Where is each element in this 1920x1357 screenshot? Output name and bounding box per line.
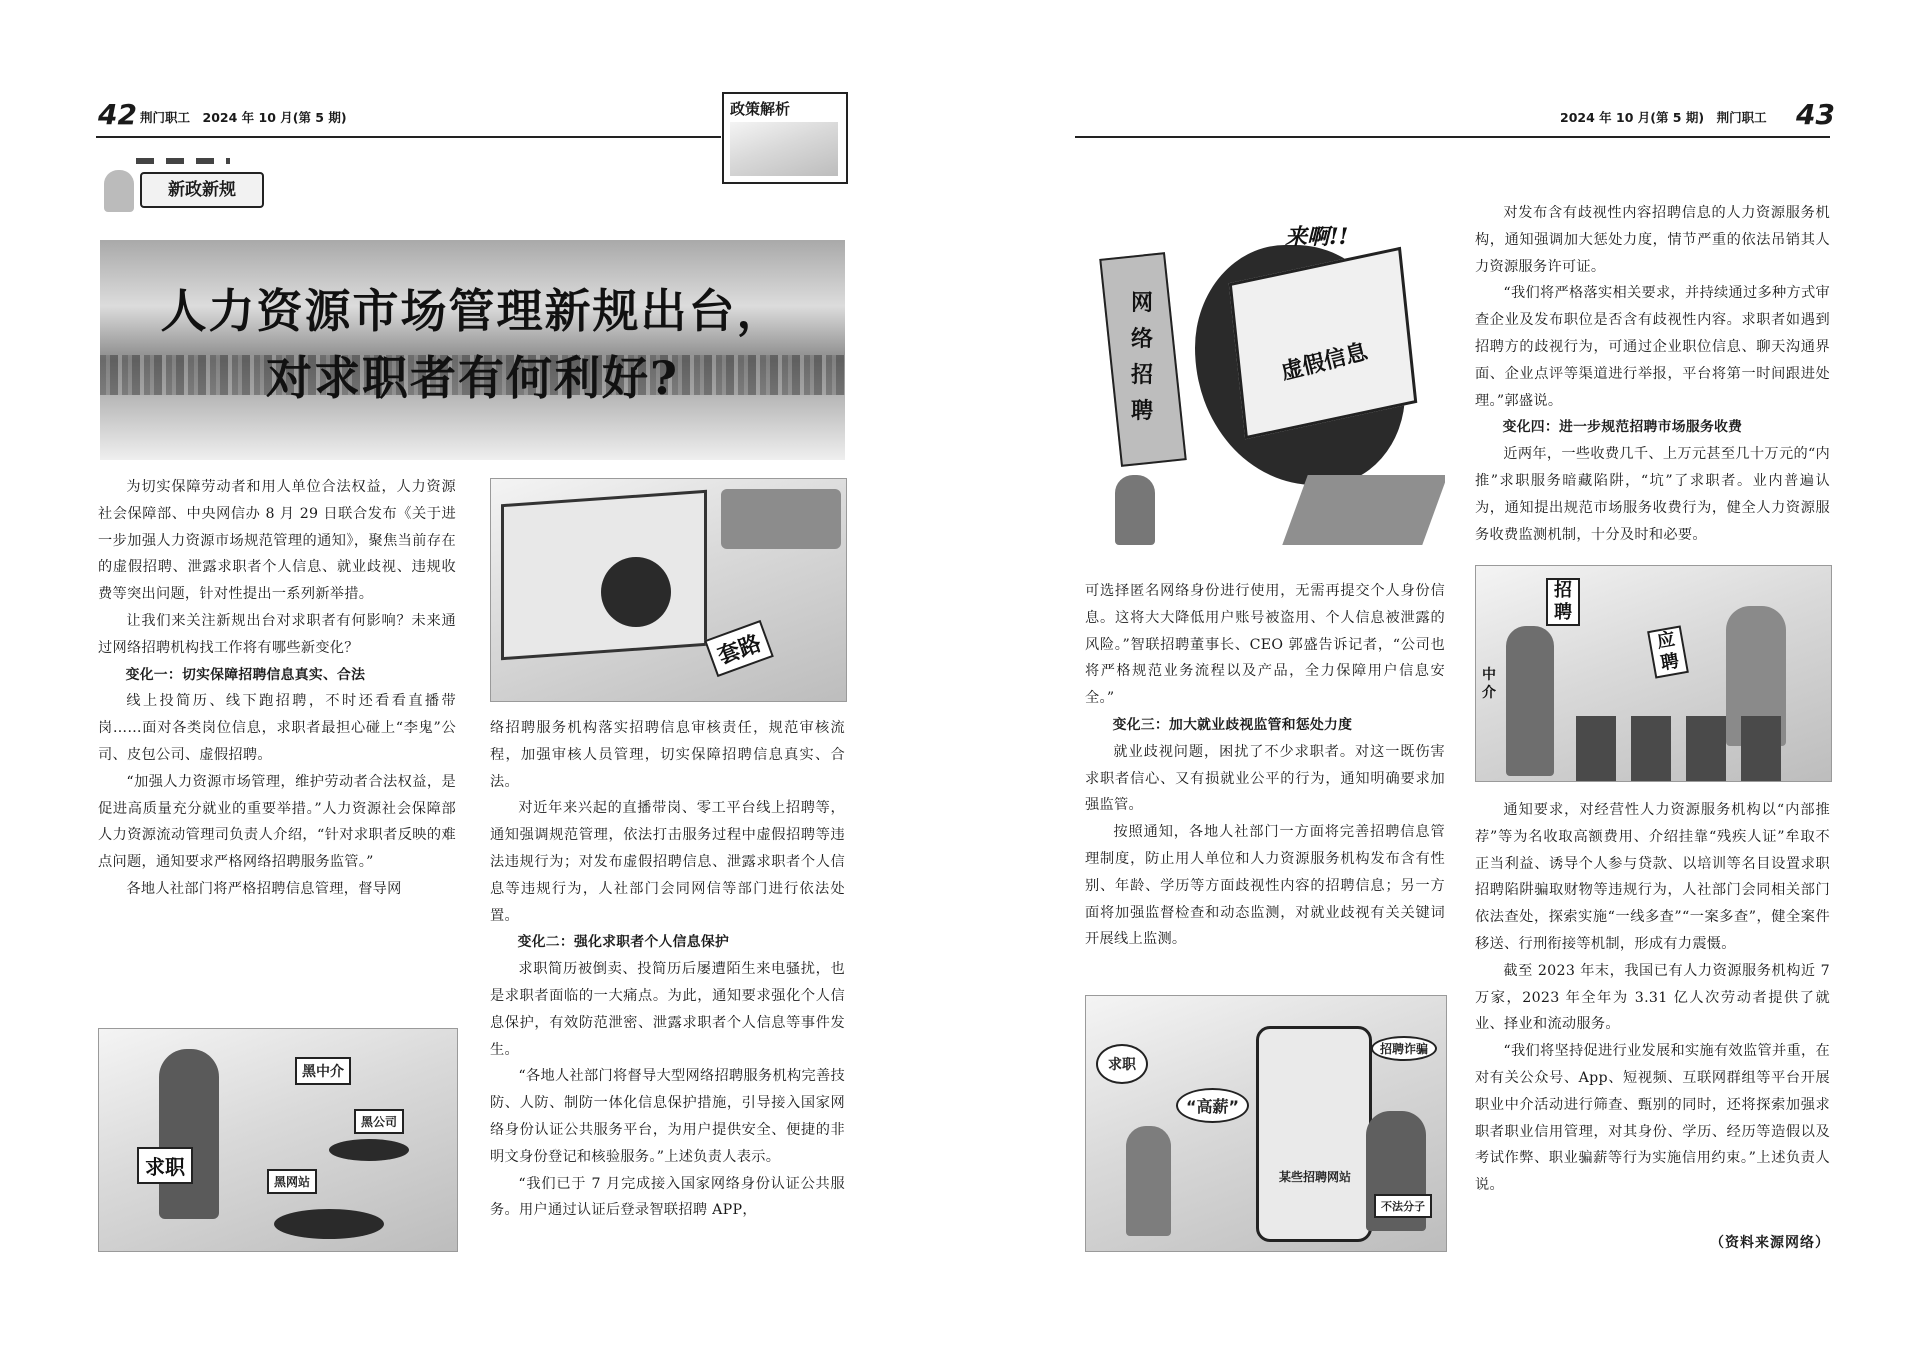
agent-figure [1506, 626, 1554, 776]
job-seeker-figure [1126, 1126, 1171, 1236]
badge-decoration [136, 158, 230, 164]
column-4-bottom [1475, 797, 1830, 1199]
illustration-fraud-arrest [490, 478, 847, 702]
page-number-left: 42 [98, 98, 137, 131]
paragraph: “加强人力资源市场管理，维护劳动者合法权益，是促进高质量充分就业的重要举措。”人力资源社会保障部人力资源流动管理司负责人介绍，“针对求职者反映的难点问题，通知要求严格网络招聘服务监管。” [98, 773, 456, 871]
figure-icon [104, 170, 134, 212]
paragraph: 为切实保障劳动者和用人单位合法权益，人力资源社会保障部、中央网信办 8 月 29 日联合发布《关于进一步加强人力资源市场规范管理的通知》，聚焦当前存在的虚假招聘、泄露求职者个人信息、就业歧视、违规收费等突出问题，针对性提出一系列新举措。 [98, 479, 456, 603]
label-black-company: 黑公司 [354, 1109, 404, 1134]
paragraph: 截至 2023 年末，我国已有人力资源服务机构近 7 万家，2023 年全年为 3.31 亿人次劳动者提供了就业、择业和流动服务。 [1475, 962, 1830, 1033]
subheading-change-1: 变化一：切实保障招聘信息真实、合法 [125, 666, 366, 683]
header-rule-left [96, 136, 721, 138]
paragraph: 让我们来关注新规出台对求职者有何影响？未来通过网络招聘机构找工作将有哪些新变化？ [98, 612, 456, 656]
phone-shape [1256, 1026, 1372, 1242]
crowd-shape [1576, 716, 1796, 781]
column-badge [98, 150, 268, 216]
label-come-on: 来啊!! [1285, 224, 1349, 250]
illustration-fishing-fraud [1085, 995, 1447, 1252]
subheading-change-3: 变化三：加大就业歧视监管和惩处力度 [1112, 716, 1353, 733]
paragraph: 对发布含有歧视性内容招聘信息的人力资源服务机构，通知强调加大惩处力度，情节严重的依法吊销其人力资源服务许可证。 [1475, 205, 1830, 275]
running-head-left: 荆门职工 2024 年 10 月(第 5 期) [140, 110, 347, 125]
illustration-recruit-agency [1475, 565, 1832, 782]
illustration-job-pitfalls [98, 1028, 458, 1252]
label-job-seeking: 求职 [137, 1147, 193, 1184]
source-note: （资料来源网络） [1710, 1235, 1830, 1251]
headline-banner [100, 240, 845, 460]
paragraph: 就业歧视问题，困扰了不少求职者。对这一既伤害求职者信心、又有损就业公平的行为，通知明确要求加强监管。 [1085, 743, 1445, 814]
label-agency: 中介 [1482, 667, 1496, 701]
label-criminals: 不法分子 [1374, 1194, 1432, 1218]
paragraph: 各地人社部门将严格招聘信息管理，督导网 [126, 880, 402, 897]
subheading-change-2: 变化二：强化求职者个人信息保护 [517, 934, 730, 951]
arm-shape [721, 489, 841, 549]
label-black-website: 黑网站 [267, 1169, 317, 1194]
running-head-right: 2024 年 10 月(第 5 期) 荆门职工 [1560, 110, 1767, 125]
section-tab [722, 92, 848, 184]
paragraph: 对近年来兴起的直播带岗、零工平台线上招聘等，通知强调规范管理，依法打击服务过程中虚假招聘等违法违规行为；对发布虚假招聘信息、泄露求职者个人信息等违规行为，人社部门会同网信等部门进行依法处置。 [490, 800, 845, 924]
paragraph: 络招聘服务机构落实招聘信息审核责任，规范审核流程，加强审核人员管理，切实保障招聘信息真实、合法。 [490, 720, 845, 790]
sign-taolu: 套路 [704, 620, 774, 677]
column-1 [98, 474, 456, 903]
headline-line-2: 对求职者有何利好? [266, 351, 679, 405]
column-3 [1085, 578, 1445, 953]
subheading-change-4: 变化四：进一步规范招聘市场服务收费 [1502, 419, 1743, 436]
label-high-salary: “高薪” [1176, 1088, 1249, 1123]
job-seeker-figure [159, 1049, 219, 1219]
hole-shape [329, 1139, 409, 1161]
label-apply-paper: 应聘 [1647, 625, 1689, 678]
column-2 [490, 715, 845, 1224]
paragraph: 线上投简历、线下跑招聘，不时还看看直播带岗……面对各类岗位信息，求职者最担心碰上“李鬼”公司、皮包公司、虚假招聘。 [98, 693, 456, 763]
label-job-seeking: 求职 [1096, 1044, 1148, 1084]
paragraph: “我们将严格落实相关要求，并持续通过多种方式审查企业及发布职位是否含有歧视性内容。求职者如遇到招聘方的歧视行为，可通过企业职位信息、聊天沟通界面、企业点评等渠道进行举报，平台将第一时间跟进处理。”郭盛说。 [1475, 285, 1830, 409]
paragraph: “我们将坚持促进行业发展和实施有效监管并重，在对有关公众号、App、短视频、互联网群组等平台开展职业中介活动进行筛查、甄别的同时，还将探索加强求职者职业信用管理，对其身份、学历、经历等造假以及考试作弊、职业骗薪等行为实施信用约束。”上述负责人说。 [1475, 1043, 1830, 1194]
column-badge-label: 新政新规 [140, 172, 264, 208]
label-black-agency: 黑中介 [295, 1057, 351, 1085]
headline-line-1: 人力资源市场管理新规出台， [160, 284, 785, 338]
label-some-recruit-sites: 某些招聘网站 [1278, 1170, 1351, 1184]
label-fake-info: 虚假信息 [1278, 338, 1371, 386]
paragraph: “我们已于 7 月完成接入国家网络身份认证公共服务。用户通过认证后登录智联招聘 APP， [490, 1175, 845, 1219]
section-tab-label: 政策解析 [730, 100, 791, 118]
label-online-recruitment: 网络招聘 [1130, 290, 1153, 424]
paragraph: 可选择匿名网络身份进行使用，无需再提交个人身份信息。这将大大降低用户账号被盗用、个人信息被泄露的风险。”智联招聘董事长、CEO 郭盛告诉记者，“公司也将严格规范业务流程以及产品，全力保障用户信息安全。” [1085, 583, 1445, 707]
paragraph: “各地人社部门将督导大型网络招聘服务机构完善技防、人防、制防一体化信息保护措施，引导接入国家网络身份认证公共服务平台，为用户提供安全、便捷的非明文身份登记和核验服务。”上述负责人表示。 [490, 1068, 845, 1165]
section-tab-puzzle-image [730, 122, 838, 176]
figure-head [601, 557, 671, 627]
hole-shape [274, 1209, 384, 1239]
page-number-right: 43 [1796, 98, 1835, 131]
column-4-top [1475, 200, 1830, 548]
person-figure [1115, 475, 1155, 545]
monitor-stand [1282, 475, 1445, 545]
paragraph: 通知要求，对经营性人力资源服务机构以“内部推荐”等为名收取高额费用、介绍挂靠“残疾人证”牟取不正当利益、诱导个人参与贷款、以培训等名目设置求职招聘陷阱骗取财物等违规行为，人社部门会同相关部门依法查处，探索实施“一线多查”“一案多查”，健全案件移送、行刑衔接等机制，形成有力震慑。 [1475, 802, 1830, 952]
paragraph: 按照通知，各地人社部门一方面将完善招聘信息管理制度，防止用人单位和人力资源服务机构发布含有性别、年龄、学历等方面歧视性内容的招聘信息；另一方面将加强监督检查和动态监测，对就业歧视有关关键词开展线上监测。 [1085, 824, 1445, 948]
header-rule-right [1075, 136, 1830, 138]
label-recruit-fraud: 招聘诈骗 [1371, 1036, 1437, 1061]
illustration-fake-info [1085, 205, 1445, 560]
paragraph: 求职简历被倒卖、投简历后屡遭陌生来电骚扰，也是求职者面临的一大痛点。为此，通知要求强化个人信息保护，有效防范泄密、泄露求职者个人信息等事件发生。 [490, 961, 845, 1058]
paragraph: 近两年，一些收费几千、上万元甚至几十万元的“内推”求职服务暗藏陷阱，“坑”了求职者。业内普遍认为，通知提出规范市场服务收费行为，健全人力资源服务收费监测机制，十分及时和必要。 [1475, 446, 1830, 543]
label-recruit-sign: 招聘 [1546, 578, 1580, 626]
